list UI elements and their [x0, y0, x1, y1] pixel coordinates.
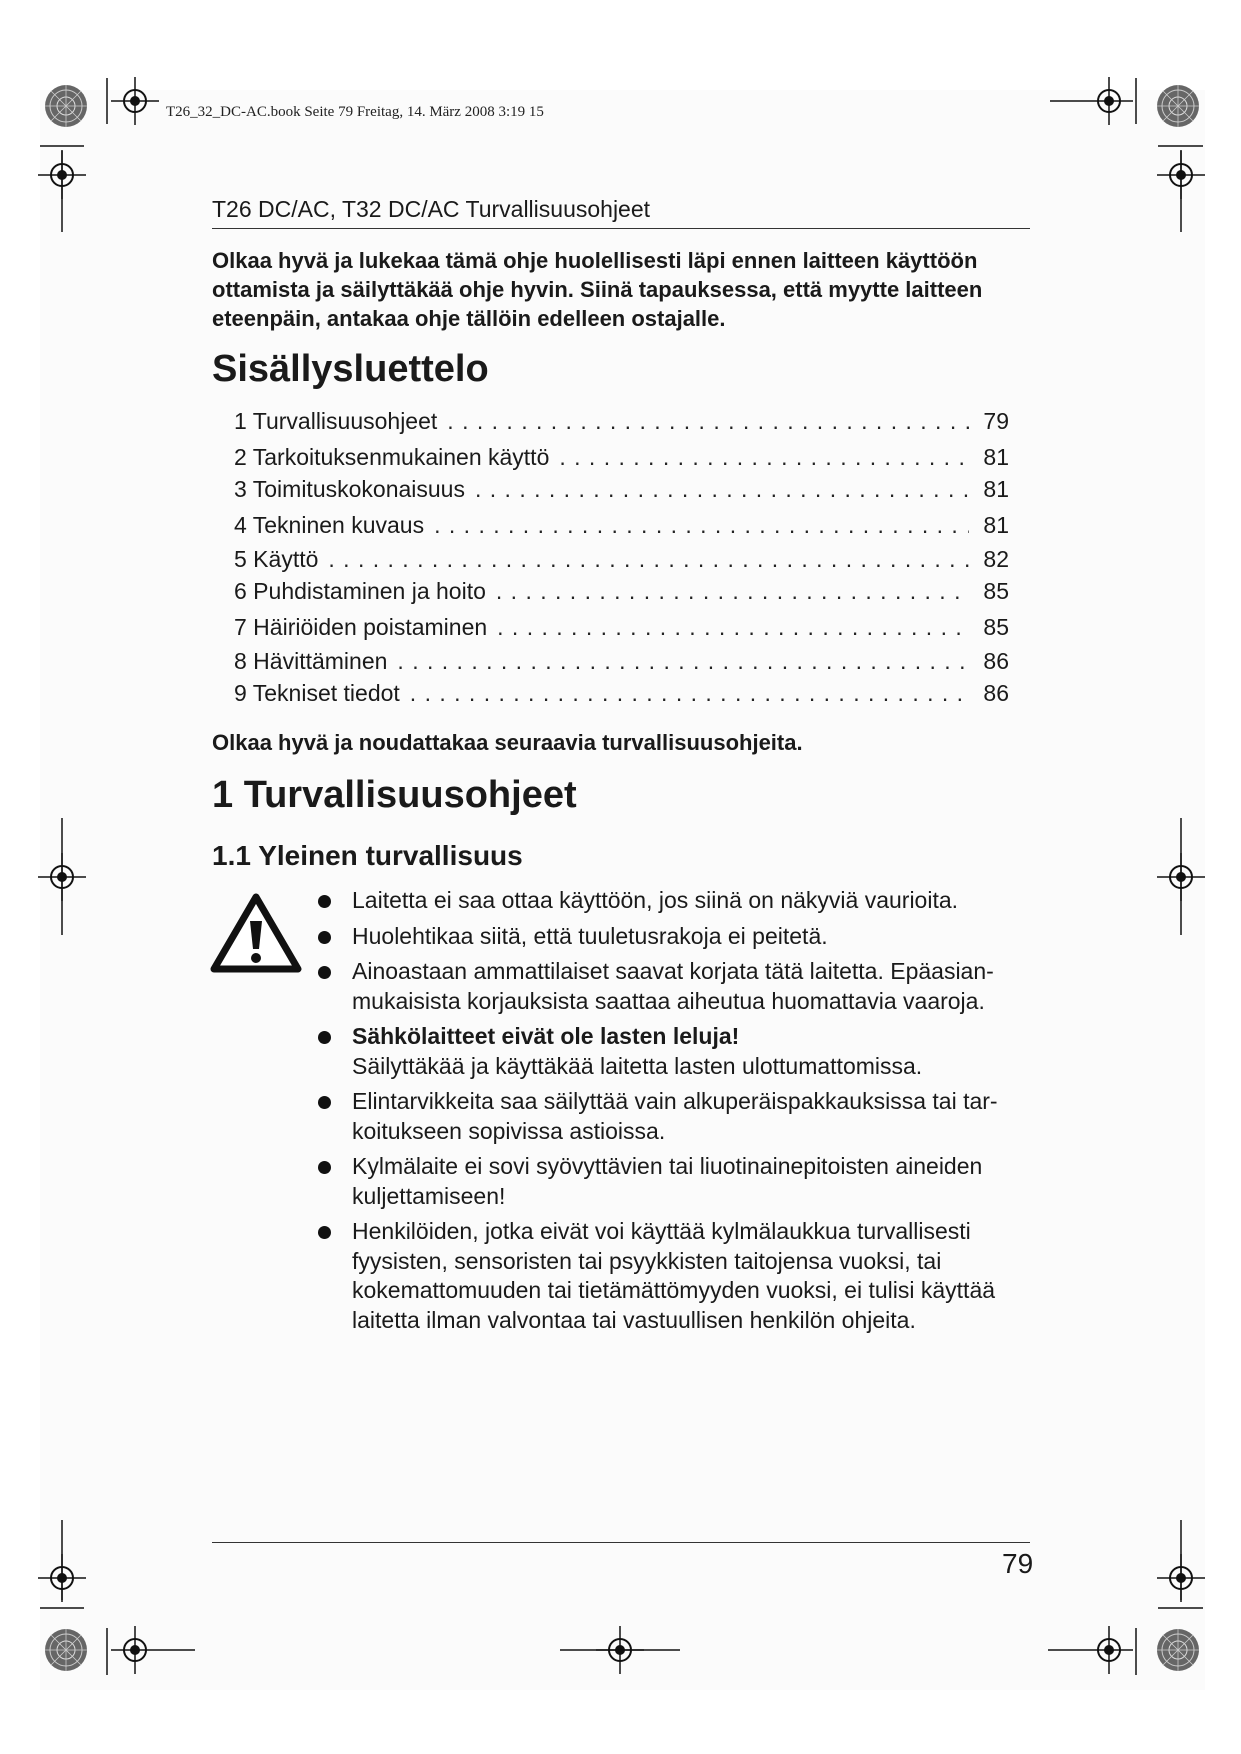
toc-entry-label: 6 Puhdistaminen ja hoito [234, 578, 486, 604]
toc-entry-page: 86 [983, 648, 1009, 674]
list-item [318, 1217, 1058, 1335]
safety-notice: Olkaa hyvä ja noudattakaa seuraavia turvallisuusohjeita. [212, 730, 803, 755]
toc-entry-page: 81 [983, 512, 1009, 538]
bullet-icon [318, 895, 331, 908]
toc-entry-page: 81 [983, 444, 1009, 470]
bullet-icon [318, 1226, 331, 1239]
list-item [318, 1087, 1058, 1146]
toc-entry-label: 8 Hävittäminen [234, 648, 388, 674]
toc-entry-label: 4 Tekninen kuvaus [234, 512, 425, 538]
toc-leader [410, 680, 970, 707]
toc-entry[interactable] [234, 578, 1009, 606]
bullet-text: Kylmälaite ei sovi syövyttävien tai liuotinainepitoisten aineiden kuljettamiseen! [352, 1153, 983, 1209]
toc-entry[interactable] [234, 512, 1009, 540]
toc-leader [447, 408, 969, 435]
toc-entry[interactable] [234, 408, 1009, 436]
toc-entry-label: 7 Häiriöiden poistaminen [234, 614, 488, 640]
bullet-icon [318, 1031, 331, 1044]
list-item [318, 922, 1058, 952]
toc-entry-page: 82 [983, 546, 1009, 572]
toc-leader [434, 512, 969, 539]
list-item [318, 957, 1058, 1016]
subsection-title: 1.1 Yleinen turvallisuus [212, 840, 523, 871]
list-item [318, 1022, 1058, 1081]
bullet-icon [318, 931, 331, 944]
bullet-text: Henkilöiden, jotka eivät voi käyttää kylmälaukkua turvallisesti fyysisten, sensoristen tai psyykkisten taitojensa vuoksi, tai kokemattomuuden tai tietämättömyyden vuoksi, ei tulisi käyttää laitetta ilman valvontaa tai vastuullisen henkilön ohjeita. [352, 1218, 996, 1333]
toc-entry-page: 85 [983, 614, 1009, 640]
intro-paragraph: Olkaa hyvä ja lukekaa tämä ohje huolellisesti läpi ennen laitteen käyttöön ottamista ja säilyttäkää ohje hyvin. Siinä tapauksessa, että myytte laitteen eteenpäin, antakaa ohje tällöin edelleen ostajalle. [212, 248, 983, 331]
toc-entry[interactable] [234, 680, 1009, 708]
toc-entry-label: 1 Turvallisuusohjeet [234, 408, 438, 434]
bullet-icon [318, 1161, 331, 1174]
bullet-text: Huolehtikaa siitä, että tuuletusrakoja ei peitetä. [352, 922, 828, 949]
safety-bullet-list [318, 886, 1058, 1341]
toc-entry-page: 85 [983, 578, 1009, 604]
toc-leader [559, 444, 969, 471]
header-rule [212, 228, 1030, 229]
toc-title: Sisällysluettelo [212, 348, 489, 390]
toc-leader [397, 648, 969, 675]
toc-entry[interactable] [234, 614, 1009, 642]
print-header: T26_32_DC-AC.book Seite 79 Freitag, 14. März 2008 3:19 15 [166, 104, 544, 120]
toc-entry[interactable] [234, 648, 1009, 676]
bullet-text: Laitetta ei saa ottaa käyttöön, jos siinä on näkyviä vaurioita. [352, 887, 959, 913]
bullet-icon [318, 966, 331, 979]
page-number: 79 [1002, 1548, 1034, 1579]
list-item [318, 886, 1058, 916]
warning-triangle-icon [210, 893, 302, 973]
toc-entry[interactable] [234, 476, 1009, 504]
running-title: T26 DC/AC, T32 DC/AC Turvallisuusohjeet [212, 196, 651, 222]
toc-entry[interactable] [234, 546, 1009, 574]
toc-entry-label: 3 Toimituskokonaisuus [234, 476, 465, 502]
bullet-icon [318, 1096, 331, 1109]
toc-leader [475, 476, 969, 503]
toc-entry-page: 81 [983, 476, 1009, 502]
toc-entry[interactable] [234, 444, 1009, 472]
bullet-text: Säilyttäkää ja käyttäkää laitetta lasten ulottumattomissa. [352, 1052, 923, 1079]
bullet-text: Elintarvikkeita saa säilyttää vain alkuperäispakkauksissa tai tar-koitukseen sopivissa astioissa. [352, 1088, 998, 1144]
toc-leader [496, 578, 970, 605]
toc-entry-label: 9 Tekniset tiedot [234, 680, 400, 706]
toc-leader [497, 614, 969, 641]
bullet-text: Ainoastaan ammattilaiset saavat korjata tätä laitetta. Epäasian-mukaisista korjauksista saattaa aiheutua huomattavia vaaroja. [352, 958, 994, 1014]
toc-entry-page: 86 [983, 680, 1009, 706]
footer-rule [212, 1542, 1030, 1543]
toc-entry-label: 5 Käyttö [234, 546, 319, 572]
toc-entry-page: 79 [983, 408, 1009, 434]
toc-leader [328, 546, 969, 573]
list-item [318, 1152, 1058, 1211]
toc-entry-label: 2 Tarkoituksenmukainen käyttö [234, 444, 550, 470]
bullet-bold-text: Sähkölaitteet eivät ole lasten leluja! [352, 1023, 740, 1049]
section-title: 1 Turvallisuusohjeet [212, 774, 577, 816]
